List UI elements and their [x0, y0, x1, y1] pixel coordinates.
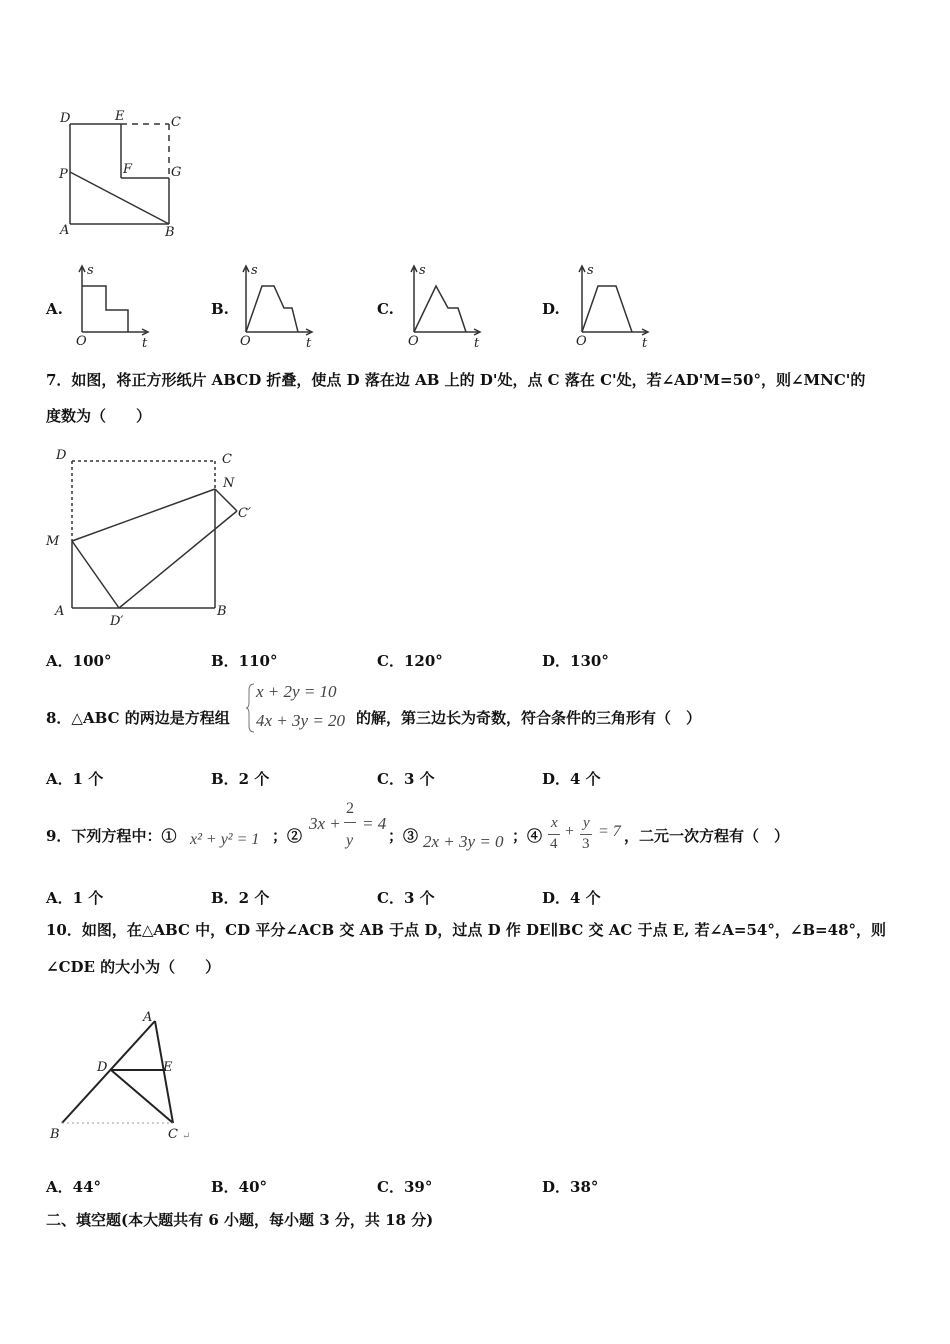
q10-option-D[interactable]: D．38°: [542, 1178, 599, 1196]
q9-equation-4-bar2: [580, 834, 592, 835]
q10-edge-DC: [111, 1070, 173, 1123]
q6-A-curve: [82, 286, 128, 332]
svg-text:s: s: [251, 263, 258, 278]
q9-sep-4: ；④: [512, 827, 543, 845]
q6-C-curve: [414, 286, 466, 332]
q7-edge-DpCp: [119, 511, 237, 608]
q6-label-G: G: [171, 165, 182, 180]
q8-option-C[interactable]: C．3 个: [377, 770, 435, 788]
q9-equation-4-den1: 4: [550, 836, 558, 852]
q6-label-C: C: [171, 115, 181, 130]
q9-equation-4b: = 7: [598, 823, 621, 840]
q6-D-curve: [582, 286, 632, 332]
q10-label-D: D: [97, 1060, 108, 1075]
q10-option-B[interactable]: B．40°: [211, 1178, 268, 1196]
q8-equation-1: x + 2y = 10: [256, 682, 337, 701]
q8-question-suffix: 的解，第三边长为奇数，符合条件的三角形有（ ）: [356, 709, 702, 727]
q8-option-A[interactable]: A．1 个: [46, 770, 104, 788]
q9-equation-4-bar1: [548, 834, 560, 835]
q9-equation-1: x² + y² = 1: [190, 831, 260, 848]
q8-question-prefix: 8．△ABC 的两边是方程组: [46, 709, 230, 727]
q10-label-B: B: [50, 1127, 60, 1142]
q10-option-C[interactable]: C．39°: [377, 1178, 433, 1196]
svg-text:O: O: [76, 334, 87, 349]
q9-option-C[interactable]: C．3 个: [377, 889, 435, 907]
q7-label-C: C: [222, 452, 232, 467]
q6-option-A-graph[interactable]: [70, 262, 150, 352]
q7-fold-MN: [72, 489, 215, 541]
q9-equation-4-num1: x: [551, 815, 558, 831]
svg-text:s: s: [87, 263, 94, 278]
svg-text:t: t: [142, 336, 148, 351]
q9-equation-2-num: 2: [346, 800, 354, 817]
svg-text:O: O: [408, 334, 419, 349]
q9-option-D[interactable]: D．4 个: [542, 889, 601, 907]
q7-question-line2: 度数为（ ）: [46, 407, 152, 425]
q10-option-A[interactable]: A．44°: [46, 1178, 102, 1196]
q7-option-C[interactable]: C．120°: [377, 652, 443, 670]
q9-equation-2b: = 4: [362, 814, 387, 833]
q6-label-D: D: [60, 111, 71, 126]
q10-question-line2: ∠CDE 的大小为（ ）: [46, 958, 221, 976]
q7-option-A[interactable]: A．100°: [46, 652, 112, 670]
q6-option-C-letter[interactable]: C.: [377, 300, 394, 318]
q9-question-suffix: ，二元一次方程有（ ）: [624, 827, 790, 845]
q9-equation-2a: 3x +: [309, 814, 341, 833]
q9-equation-4-den2: 3: [582, 836, 590, 852]
q7-figure: [40, 445, 270, 630]
q6-label-B: B: [165, 225, 175, 240]
q7-label-Cp: C′: [238, 506, 251, 521]
q6-option-C-graph[interactable]: [402, 262, 482, 352]
q10-label-E: E: [163, 1060, 173, 1075]
q6-label-P: P: [59, 167, 68, 182]
q7-label-M: M: [46, 534, 60, 549]
q9-option-B[interactable]: B．2 个: [211, 889, 270, 907]
q6-option-B-graph[interactable]: [234, 262, 314, 352]
q10-label-A: A: [143, 1010, 153, 1025]
svg-text:t: t: [474, 336, 480, 351]
return-mark-icon: ↵: [182, 1131, 191, 1142]
q7-label-D: D: [56, 448, 67, 463]
q8-option-B[interactable]: B．2 个: [211, 770, 270, 788]
q8-brace: [246, 682, 256, 734]
svg-text:s: s: [419, 263, 426, 278]
q9-equation-3: 2x + 3y = 0: [423, 832, 504, 851]
q7-label-N: N: [223, 476, 235, 491]
section2-title: 二、填空题(本大题共有 6 小题，每小题 3 分，共 18 分): [46, 1211, 434, 1229]
q6-B-curve: [246, 286, 298, 332]
q8-equation-2: 4x + 3y = 20: [256, 711, 346, 730]
q6-option-D-graph[interactable]: [570, 262, 650, 352]
q7-question-line1: 7．如图，将正方形纸片 ABCD 折叠，使点 D 落在边 AB 上的 D'处，点 C 落在 C'处，若∠AD'M=50°，则∠MNC'的: [46, 371, 866, 389]
q9-sep-3: ；③: [388, 827, 419, 845]
svg-text:O: O: [576, 334, 587, 349]
q8-option-D[interactable]: D．4 个: [542, 770, 601, 788]
q7-label-Dp: D′: [110, 614, 124, 629]
q6-figure: [55, 110, 195, 240]
q10-edge-AB: [62, 1021, 155, 1123]
q6-option-D-letter[interactable]: D.: [542, 300, 560, 318]
svg-text:s: s: [587, 263, 594, 278]
q7-label-B: B: [217, 604, 227, 619]
svg-text:t: t: [306, 336, 312, 351]
q6-option-A-letter[interactable]: A.: [46, 300, 63, 318]
q9-sep-2: ；②: [272, 827, 303, 845]
q7-edge-CpN: [215, 489, 237, 511]
svg-text:O: O: [240, 334, 251, 349]
q9-equation-2-den: y: [346, 832, 354, 849]
q7-option-B[interactable]: B．110°: [211, 652, 278, 670]
q6-segment-PB: [70, 172, 169, 224]
q9-equation-2-bar: [344, 822, 356, 823]
q7-label-A: A: [55, 604, 65, 619]
q7-edge-MDp: [72, 541, 119, 608]
q9-option-A[interactable]: A．1 个: [46, 889, 104, 907]
q6-option-B-letter[interactable]: B.: [211, 300, 229, 318]
q10-question-line1: 10．如图，在△ABC 中，CD 平分∠ACB 交 AB 于点 D，过点 D 作 DE∥BC 交 AC 于点 E, 若∠A=54°，∠B=48°，则: [46, 921, 887, 939]
q9-question-prefix: 9．下列方程中：①: [46, 827, 177, 845]
q6-label-E: E: [115, 109, 125, 124]
svg-text:t: t: [642, 336, 648, 351]
q9-equation-4-plus: +: [565, 823, 575, 840]
q6-label-F: F: [123, 162, 133, 177]
q10-label-C: C: [168, 1127, 178, 1142]
q10-figure: [45, 1003, 215, 1153]
q7-option-D[interactable]: D．130°: [542, 652, 609, 670]
q6-label-A: A: [60, 223, 70, 238]
q9-equation-4-num2: y: [583, 815, 590, 831]
